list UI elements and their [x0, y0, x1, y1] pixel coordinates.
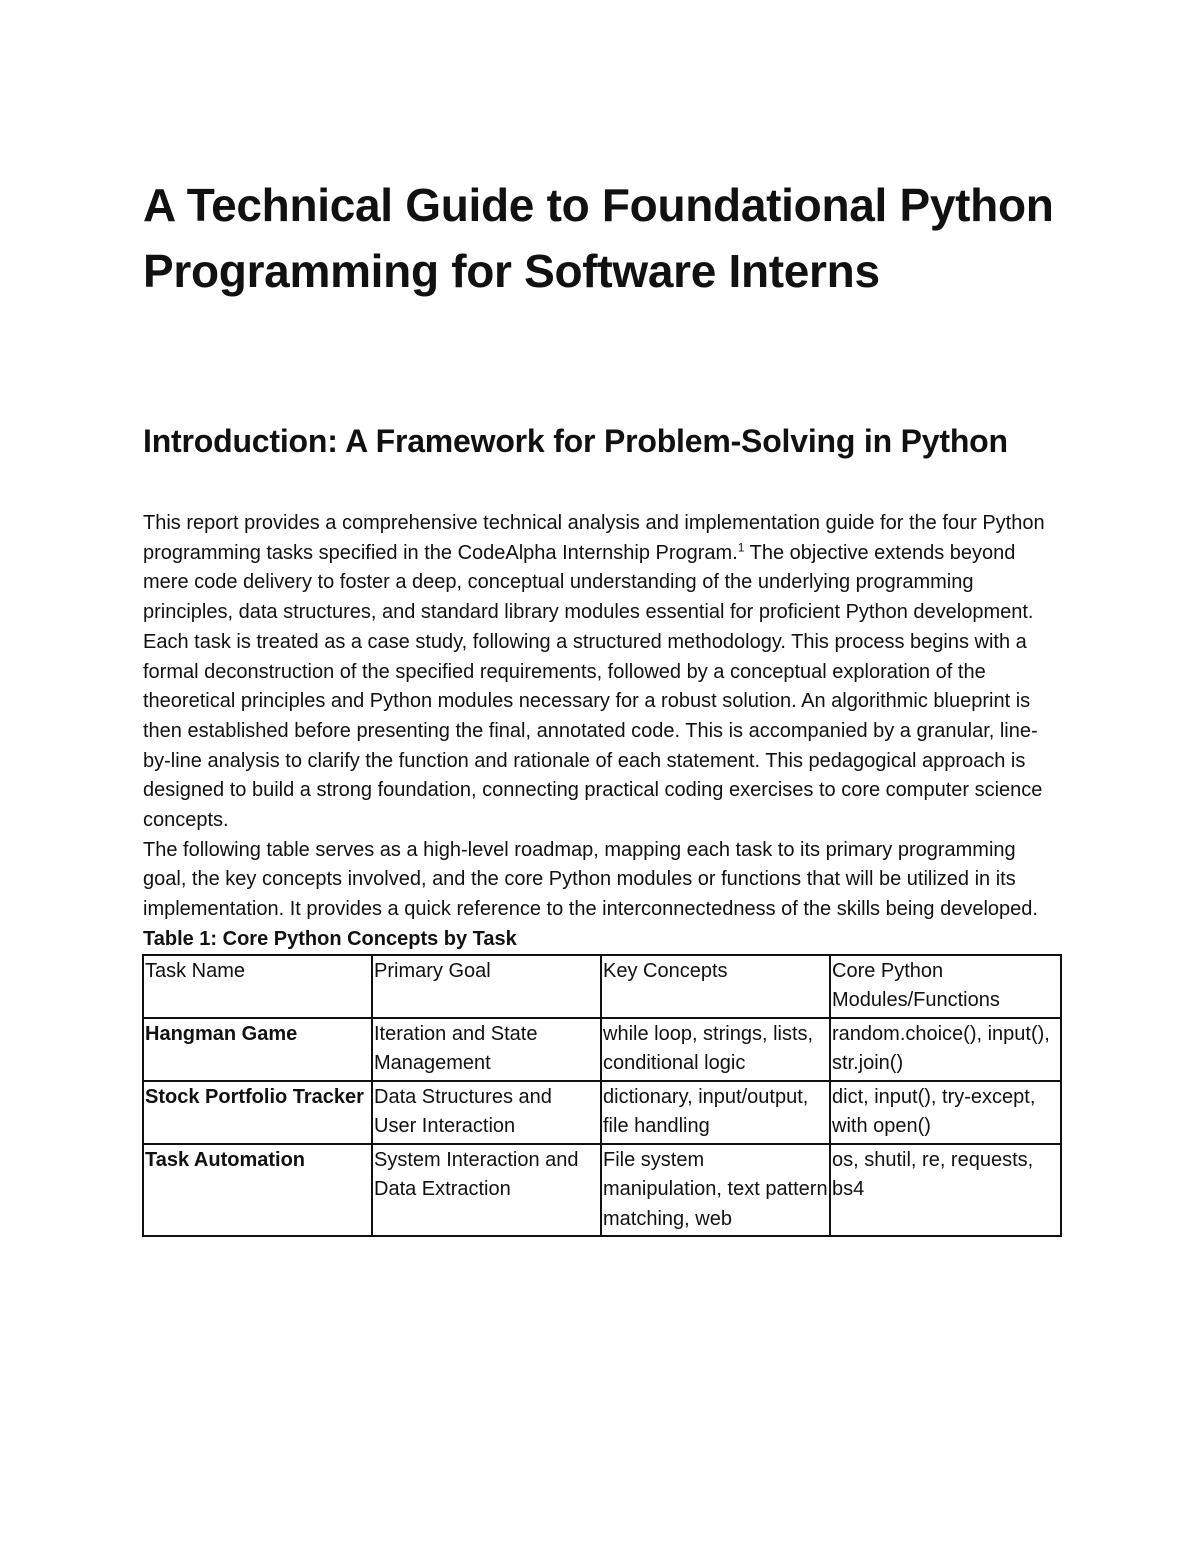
- table-row: [143, 1144, 1061, 1237]
- table-row: [143, 1018, 1061, 1081]
- paragraph-1: [143, 509, 1063, 628]
- table-header-cell: Primary Goal: [372, 955, 601, 1018]
- primary-goal-cell: Iteration and State Management: [372, 1018, 601, 1081]
- table-header-row: [143, 955, 1061, 1018]
- table-header-cell: Core Python Modules/Functions: [830, 955, 1061, 1018]
- modules-cell: os, shutil, re, requests, bs4: [830, 1144, 1061, 1237]
- body-text: [143, 509, 1063, 925]
- modules-cell: random.choice(), input(), str.join(): [830, 1018, 1061, 1081]
- key-concepts-cell: File system manipulation, text pattern matching, web: [601, 1144, 830, 1237]
- footnote-ref[interactable]: 1: [737, 540, 745, 555]
- section-heading: Introduction: A Framework for Problem-Solving in Python: [143, 423, 1008, 459]
- paragraph-1-text: This report provides a comprehensive technical analysis and implementation guide for the four Python programming tasks specified in the CodeAlpha Internship Program.: [143, 512, 1045, 564]
- paragraph-2: Each task is treated as a case study, following a structured methodology. This process begins with a formal deconstruction of the specified requirements, followed by a conceptual exploration of the theoretical principles and Python modules necessary for a robust solution. An algorithmic blueprint is then established before presenting the final, annotated code. This is accompanied by a granular, line-by-line analysis to clarify the function and rationale of each statement. This pedagogical approach is designed to build a strong foundation, connecting practical coding exercises to core computer science concepts.: [143, 630, 1043, 832]
- key-concepts-cell: dictionary, input/output, file handling: [601, 1081, 830, 1144]
- primary-goal-cell: Data Structures and User Interaction: [372, 1081, 601, 1144]
- paragraph-1-text-cont: The objective extends beyond mere code delivery to foster a deep, conceptual understanding of the underlying programming principles, data structures, and standard library modules essential for proficient Python development.: [143, 541, 1034, 624]
- paragraph-3: The following table serves as a high-level roadmap, mapping each task to its primary programming goal, the key concepts involved, and the core Python modules or functions that will be utilized in its implementation. It provides a quick reference to the interconnectedness of the skills being developed.: [143, 838, 1038, 921]
- key-concepts-cell: while loop, strings, lists, conditional logic: [601, 1018, 830, 1081]
- concepts-table: [142, 954, 1062, 1238]
- document-title: A Technical Guide to Foundational Python Programming for Software Interns: [143, 179, 1054, 297]
- table-header-cell: Key Concepts: [601, 955, 830, 1018]
- document-page: [143, 172, 1063, 1237]
- task-name-cell: Stock Portfolio Tracker: [143, 1081, 372, 1144]
- table-row: [143, 1081, 1061, 1144]
- modules-cell: dict, input(), try-except, with open(): [830, 1081, 1061, 1144]
- table-header-cell: Task Name: [143, 955, 372, 1018]
- primary-goal-cell: System Interaction and Data Extraction: [372, 1144, 601, 1237]
- task-name-cell: Hangman Game: [143, 1018, 372, 1081]
- task-name-cell: Task Automation: [143, 1144, 372, 1237]
- table-caption: Table 1: Core Python Concepts by Task: [143, 927, 517, 950]
